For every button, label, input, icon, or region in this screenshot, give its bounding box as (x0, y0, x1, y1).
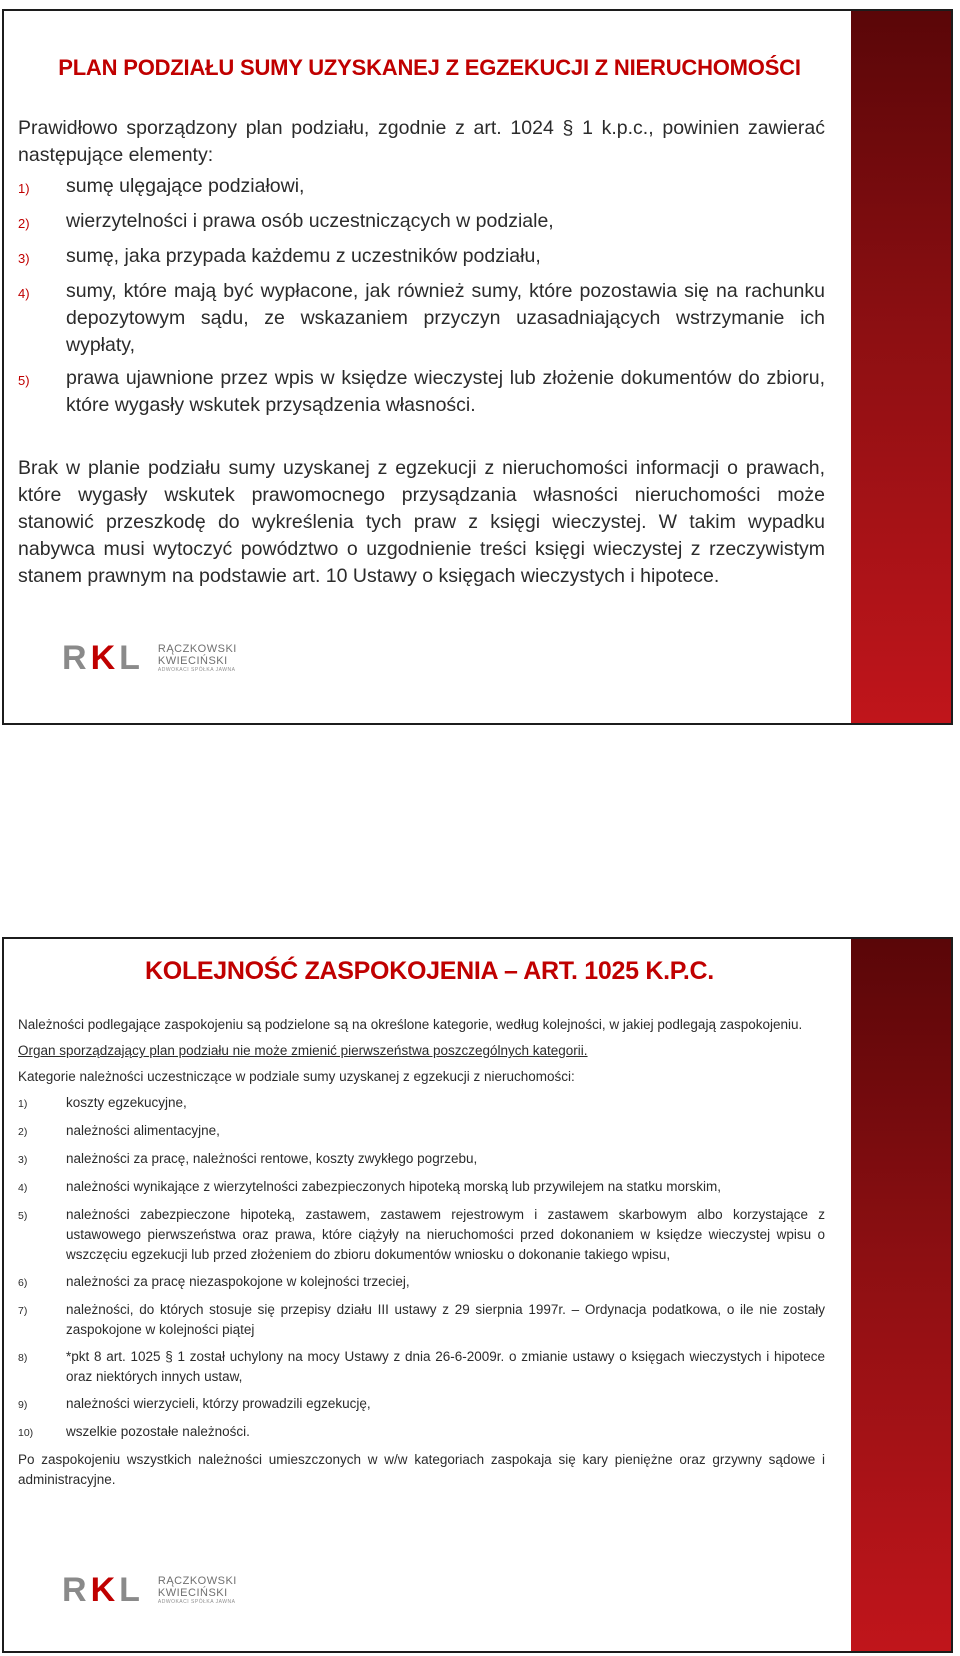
list-text: należności za pracę, należności rentowe, koszty zwykłego pogrzebu, (66, 1151, 478, 1166)
list-number: 1) (18, 1098, 28, 1110)
list-item (18, 1300, 825, 1340)
slide-title: KOLEJNOŚĆ ZASPOKOJENIA – ART. 1025 K.P.C. (145, 957, 714, 985)
list-number: 3) (18, 1154, 28, 1166)
list-text: sumy, które mają być wypłacone, jak również sumy, które pozostawia się na rachunku depozytowym sądu, ze wskazaniem przyczyn uzasadniających wstrzymanie ich wypłaty, (66, 280, 825, 356)
company-logo (62, 1571, 237, 1610)
list-item (18, 1347, 825, 1387)
list-text: należności wierzycieli, którzy prowadzili egzekucję, (66, 1396, 371, 1411)
list-item (18, 1093, 825, 1114)
list-text: należności, do których stosuje się przepisy działu III ustawy z 29 sierpnia 1997r. – Ordynacja podatkowa, o ile nie zostały zaspokojone w kolejności piątej (66, 1302, 825, 1337)
list-item (18, 208, 825, 237)
list-number: 1) (18, 181, 30, 196)
list-number: 3) (18, 251, 30, 266)
list-text: sumę, jaka przypada każdemu z uczestników podziału, (66, 245, 541, 267)
list-item (18, 243, 825, 272)
slide-1 (2, 9, 953, 725)
list-item (18, 1121, 825, 1142)
list-number: 4) (18, 1182, 28, 1194)
list-text: należności alimentacyjne, (66, 1123, 220, 1138)
list-text: należności wynikające z wierzytelności zabezpieczonych hipoteką morską lub przywilejem na statku morskim, (66, 1179, 722, 1194)
list-text: wierzytelności i prawa osób uczestniczących w podziale, (66, 210, 554, 232)
slide-body (18, 115, 825, 590)
list-item (18, 1422, 825, 1443)
list-number: 10) (18, 1427, 34, 1439)
paragraph-3: Kategorie należności uczestniczące w podziale sumy uzyskanej z egzekucji z nieruchomości: (18, 1069, 575, 1084)
logo-text: RĄCZKOWSKI KWIECIŃSKI ADWOKACI SPÓŁKA JAWNA (157, 643, 237, 673)
list-item (18, 1149, 825, 1170)
list-text: *pkt 8 art. 1025 § 1 został uchylony na mocy Ustawy z dnia 26-6-2009r. o zmianie ustawy o księgach wieczystych i hipotece oraz niektórych innych ustaw, (66, 1349, 825, 1384)
logo-text: RĄCZKOWSKI KWIECIŃSKI ADWOKACI SPÓŁKA JAWNA (157, 1575, 237, 1605)
rkl-mark: RKL (62, 639, 144, 677)
list-text: należności zabezpieczone hipoteką, zastawem, zastawem rejestrowym i zastawem skarbowym albo korzystające z ustawowego pierwszeństwa oraz prawa, które ciążyły na nieruchomości przed dokonaniem w księdze wieczystej wpisu o wszczęciu egzekucji lub przed złożeniem do zbioru dokumentów wniosku o dokonanie takiego wpisu, (66, 1207, 825, 1262)
decorative-side-bar (851, 11, 951, 723)
list-item (18, 1394, 825, 1415)
slide-2 (2, 937, 953, 1653)
list-number: 7) (18, 1305, 28, 1317)
list-item (18, 1205, 825, 1265)
list-number: 5) (18, 373, 30, 388)
list-text: koszty egzekucyjne, (66, 1095, 187, 1110)
decorative-side-bar (851, 939, 951, 1651)
closing-paragraph: Po zaspokojeniu wszystkich należności umieszczonych w w/w kategoriach zaspokaja się kary pieniężne oraz grzywny sądowe i administracyjne. (18, 1452, 825, 1487)
rkl-mark: RKL (62, 1571, 144, 1609)
company-logo (62, 639, 237, 678)
list-number: 4) (18, 286, 30, 301)
list-item (18, 1177, 825, 1198)
list-text: prawa ujawnione przez wpis w księdze wieczystej lub złożenie dokumentów do zbioru, które wygasły wskutek przysądzenia własności. (66, 367, 825, 416)
list-item (18, 173, 825, 202)
categories-list (18, 1093, 825, 1443)
list-number: 6) (18, 1277, 28, 1289)
elements-list (18, 173, 825, 419)
slide-body (18, 1015, 825, 1490)
list-number: 2) (18, 216, 30, 231)
list-item (18, 1272, 825, 1293)
list-number: 8) (18, 1352, 28, 1364)
paragraph-1: Należności podlegające zaspokojeniu są podzielone są na określone kategorie, według kolejności, w jakiej podlegają zaspokojeniu. (18, 1017, 803, 1032)
paragraph-2: Organ sporządzający plan podziału nie może zmienić pierwszeństwa poszczególnych kategorii. (18, 1043, 588, 1058)
intro-paragraph: Prawidłowo sporządzony plan podziału, zgodnie z art. 1024 § 1 k.p.c., powinien zawierać następujące elementy: (18, 117, 825, 166)
slide-title: PLAN PODZIAŁU SUMY UZYSKANEJ Z EGZEKUCJI Z NIERUCHOMOŚCI (58, 55, 801, 80)
list-text: należności za pracę niezaspokojone w kolejności trzeciej, (66, 1274, 410, 1289)
list-item (18, 278, 825, 359)
list-item (18, 365, 825, 419)
list-number: 2) (18, 1126, 28, 1138)
list-text: sumę ulęgające podziałowi, (66, 175, 305, 197)
list-number: 9) (18, 1399, 28, 1411)
list-text: wszelkie pozostałe należności. (66, 1424, 250, 1439)
list-number: 5) (18, 1210, 28, 1222)
summary-paragraph: Brak w planie podziału sumy uzyskanej z egzekucji z nieruchomości informacji o prawach, które wygasły wskutek prawomocnego przysądzania własności nieruchomości może stanowić przeszkodę do wykreślenia tych praw z księgi wieczystej. W takim wypadku nabywca musi wytoczyć powództwo o uzgodnienie treści księgi wieczystej z rzeczywistym stanem prawnym na podstawie art. 10 Ustawy o księgach wieczystych i hipotece. (18, 457, 825, 587)
